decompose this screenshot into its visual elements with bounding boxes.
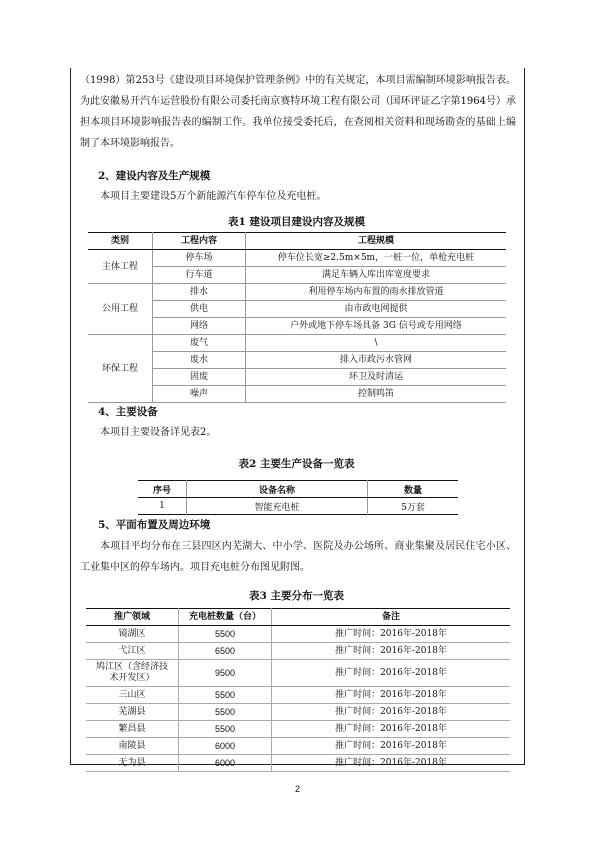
table1-category: 主体工程 (88, 250, 153, 284)
table3-count: 9500 (179, 660, 272, 687)
table3-note: 推广时间：2016年-2018年 (272, 721, 511, 738)
table3-area: 三山区 (86, 687, 179, 704)
table-row (86, 687, 510, 704)
table1-item: 网络 (153, 318, 246, 335)
table1-scale: 环卫及时清运 (246, 369, 507, 386)
section4-heading: 4、主要设备 (98, 406, 158, 418)
table3-note: 推广时间：2016年-2018年 (272, 704, 511, 721)
table2-header-name: 设备名称 (187, 481, 368, 498)
table2-cell: 智能充电桩 (187, 498, 368, 515)
intro-paragraph: （1998）第253号《建设项目环境保护管理条例》中的有关规定，本项目需编制环境影响报告表。为此安徽易开汽车运营股份有限公司委托南京赛特环境工程有限公司（国环评证乙字第1964号）承担本项目环境影响报告表的编制工作。我单位接受委托后，在查阅相关资料和现场勘查的基础上编制了本环境影响报告。 (80, 75, 516, 149)
table1-scale: 利用停车场内布置的雨水排放管道 (246, 284, 507, 301)
table2-caption: 表2 主要生产设备一览表 (238, 458, 355, 470)
table3-area: 镜湖区 (86, 626, 179, 643)
table2-header-quantity: 数量 (368, 481, 459, 498)
table3-count: 5500 (179, 687, 272, 704)
table3-count: 6000 (179, 738, 272, 755)
table1-scale: \ (246, 335, 507, 352)
table3-area: 鸠江区（含经济技术开发区） (86, 660, 179, 687)
table3-area: 无为县 (86, 755, 179, 772)
table1-scale: 停车位长宽≥2.5m×5m，一桩一位，单枪充电桩 (246, 250, 507, 267)
table-row (86, 626, 510, 643)
table1-item: 供电 (153, 301, 246, 318)
section4-text: 本项目主要设备详见表2。 (100, 427, 217, 438)
table1-caption: 表1 建设项目建设内容及规模 (228, 216, 365, 228)
table1-scale: 排入市政污水管网 (246, 352, 507, 369)
section5-heading: 5、平面布置及周边环境 (98, 519, 211, 531)
table2-cell: 1 (138, 498, 187, 515)
table-row (86, 660, 510, 687)
table1-item: 废气 (153, 335, 246, 352)
table3-header-count: 充电桩数量（台） (179, 609, 272, 626)
table3-note: 推广时间：2016年-2018年 (272, 643, 511, 660)
table3-header-note: 备注 (272, 609, 511, 626)
table1-item: 固废 (153, 369, 246, 386)
table1-item: 行车道 (153, 267, 246, 284)
table1-scale: 由市政电网提供 (246, 301, 507, 318)
table-row (86, 704, 510, 721)
page-number: 2 (294, 784, 300, 794)
table3-header-area: 推广领域 (86, 609, 179, 626)
table1-item: 噪声 (153, 386, 246, 403)
table3-note: 推广时间：2016年-2018年 (272, 660, 511, 687)
table1-scale: 控制鸣笛 (246, 386, 507, 403)
table1-header-scale: 工程规模 (246, 233, 507, 250)
table3-count: 5500 (179, 721, 272, 738)
table1-scale: 满足车辆入库出库宽度要求 (246, 267, 507, 284)
table3-note: 推广时间：2016年-2018年 (272, 738, 511, 755)
table3-area: 弋江区 (86, 643, 179, 660)
table-row (86, 643, 510, 660)
table3-count: 6000 (179, 755, 272, 772)
table3-count: 6500 (179, 643, 272, 660)
table-row (88, 284, 506, 301)
table1-item: 停车场 (153, 250, 246, 267)
table-row (88, 335, 506, 352)
table3-caption: 表3 主要分布一览表 (249, 590, 344, 602)
table-row (138, 498, 458, 515)
table-row (88, 250, 506, 267)
table3-area: 繁昌县 (86, 721, 179, 738)
construction-table (88, 232, 506, 403)
table1-item: 废水 (153, 352, 246, 369)
table-row (86, 738, 510, 755)
equipment-table (138, 480, 458, 515)
table1-item: 排水 (153, 284, 246, 301)
table1-category: 环保工程 (88, 335, 153, 403)
distribution-table (86, 608, 510, 772)
table3-area: 芜湖县 (86, 704, 179, 721)
table1-category: 公用工程 (88, 284, 153, 335)
section5-text: 本项目平均分布在三县四区内芜湖大、中小学、医院及办公场所、商业集聚及居民住宅小区、工业集中区的停车场内。项目充电桩分布图见附图。 (80, 541, 516, 573)
table3-note: 推广时间：2016年-2018年 (272, 626, 511, 643)
section2-heading: 2、建设内容及生产规模 (98, 170, 211, 182)
table1-header-item: 工程内容 (153, 233, 246, 250)
table2-header-index: 序号 (138, 481, 187, 498)
table3-count: 5500 (179, 704, 272, 721)
table1-scale: 户外或地下停车场具备 3G 信号或专用网络 (246, 318, 507, 335)
table3-note: 推广时间：2016年-2018年 (272, 755, 511, 772)
table-row (86, 721, 510, 738)
section2-text: 本项目主要建设5万个新能源汽车停车位及充电桩。 (100, 191, 327, 202)
table1-header-category: 类别 (88, 233, 153, 250)
table3-note: 推广时间：2016年-2018年 (272, 687, 511, 704)
table3-area: 南陵县 (86, 738, 179, 755)
table3-count: 5500 (179, 626, 272, 643)
table-row (86, 755, 510, 772)
table2-cell: 5万套 (401, 502, 425, 513)
